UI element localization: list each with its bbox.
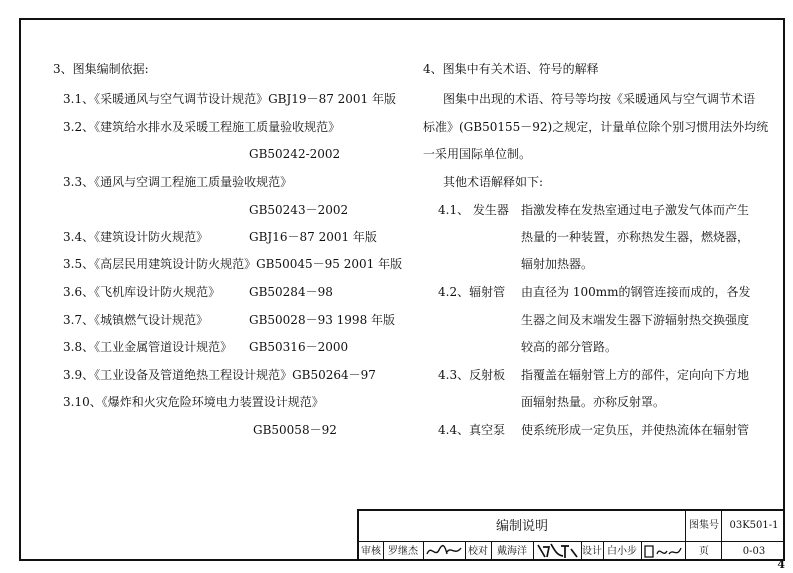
title-block	[357, 509, 785, 561]
title-block-vline	[423, 541, 424, 561]
title-block-vline	[533, 541, 534, 561]
page-label: 页	[699, 546, 709, 557]
atlas-number: 03K501-1	[729, 520, 779, 531]
basis-item-3: 3.3、《通风与空调工程施工质量验收规范》	[63, 175, 293, 189]
basis-item-9: 3.9、《工业设备及管道绝热工程设计规范》GB50264－97	[63, 368, 376, 382]
basis-item-8: 3.8、《工业金属管道设计规范》	[63, 340, 233, 354]
term-4-3-line-2: 面辐射热量。亦称反射罩。	[521, 395, 666, 409]
intro-line-2: 标准》(GB50155－92)之规定，计量单位除个别习惯用法外均统	[423, 120, 769, 134]
other-terms-line: 其他术语解释如下:	[443, 175, 544, 189]
term-4-1-line-2: 热量的一种装置，亦称热发生器，燃烧器，	[521, 230, 750, 244]
term-4-1: 4.1、 发生器	[438, 203, 509, 217]
basis-item-10: 3.10、《爆炸和火灾危险环境电力装置设计规范》	[63, 395, 324, 409]
checker-name: 戴海洋	[497, 546, 527, 557]
page-number: 0-03	[742, 546, 766, 557]
designer-signature	[643, 542, 683, 560]
review-label: 审核	[361, 546, 381, 557]
section-3-heading: 3、图集编制依据:	[53, 62, 149, 76]
basis-item-1: 3.1、《采暖通风与空气调节设计规范》GBJ19－87 2001 年版	[63, 92, 397, 106]
title-block-vline	[721, 511, 722, 561]
sheet-title: 编制说明	[495, 519, 548, 534]
atlas-number-label: 图集号	[689, 520, 719, 531]
term-4-1-line-3: 辐射加热器。	[521, 257, 594, 271]
term-4-2-line-2: 生器之间及末端发生器下游辐射热交换强度	[521, 313, 750, 327]
designer-name: 白小步	[607, 546, 637, 557]
term-4-3-line-1: 指覆盖在辐射管上方的部件，定向向下方地	[521, 368, 750, 382]
title-block-vline	[685, 511, 686, 561]
basis-item-4: 3.4、《建筑设计防火规范》	[63, 230, 209, 244]
term-4-4-line-1: 使系统形成一定负压，并使热流体在辐射管	[521, 423, 750, 437]
term-4-4: 4.4、真空泵	[438, 423, 506, 437]
basis-item-2-code: GB50242-2002	[249, 147, 341, 161]
term-4-2: 4.2、辐射管	[438, 285, 506, 299]
term-4-2-line-3: 较高的部分管路。	[521, 340, 618, 354]
reviewer-name: 罗继杰	[388, 546, 418, 557]
basis-item-7-code: GB50028－93 1998 年版	[249, 313, 396, 327]
term-4-2-line-1: 由直径为 100mm的钢管连接而成的，各发	[521, 285, 751, 299]
basis-item-7: 3.7、《城镇燃气设计规范》	[63, 313, 209, 327]
title-block-vline	[641, 541, 642, 561]
intro-line-1: 图集中出现的术语、符号等均按《采暖通风与空气调节术语	[443, 92, 756, 106]
checker-signature	[535, 541, 579, 561]
section-4-heading: 4、图集中有关术语、符号的解释	[423, 62, 599, 76]
basis-item-10-code: GB50058－92	[253, 423, 337, 437]
basis-item-6-code: GB50284－98	[249, 285, 333, 299]
term-4-3: 4.3、反射板	[438, 368, 506, 382]
basis-item-5: 3.5、《高层民用建筑设计防火规范》GB50045－95 2001 年版	[63, 257, 403, 271]
basis-item-6: 3.6、《飞机库设计防火规范》	[63, 285, 221, 299]
basis-item-3-code: GB50243－2002	[249, 203, 349, 217]
sheet-number: 4	[777, 558, 785, 571]
reviewer-signature	[425, 542, 463, 560]
design-label: 设计	[582, 546, 602, 557]
basis-item-4-code: GBJ16－87 2001 年版	[249, 230, 377, 244]
basis-item-2: 3.2、《建筑给水排水及采暖工程施工质量验收规范》	[63, 120, 341, 134]
check-label: 校对	[468, 546, 488, 557]
intro-line-3: 一采用国际单位制。	[423, 147, 532, 161]
basis-item-8-code: GB50316－2000	[249, 340, 349, 354]
term-4-1-line-1: 指激发棒在发热室通过电子激发气体而产生	[521, 203, 750, 217]
